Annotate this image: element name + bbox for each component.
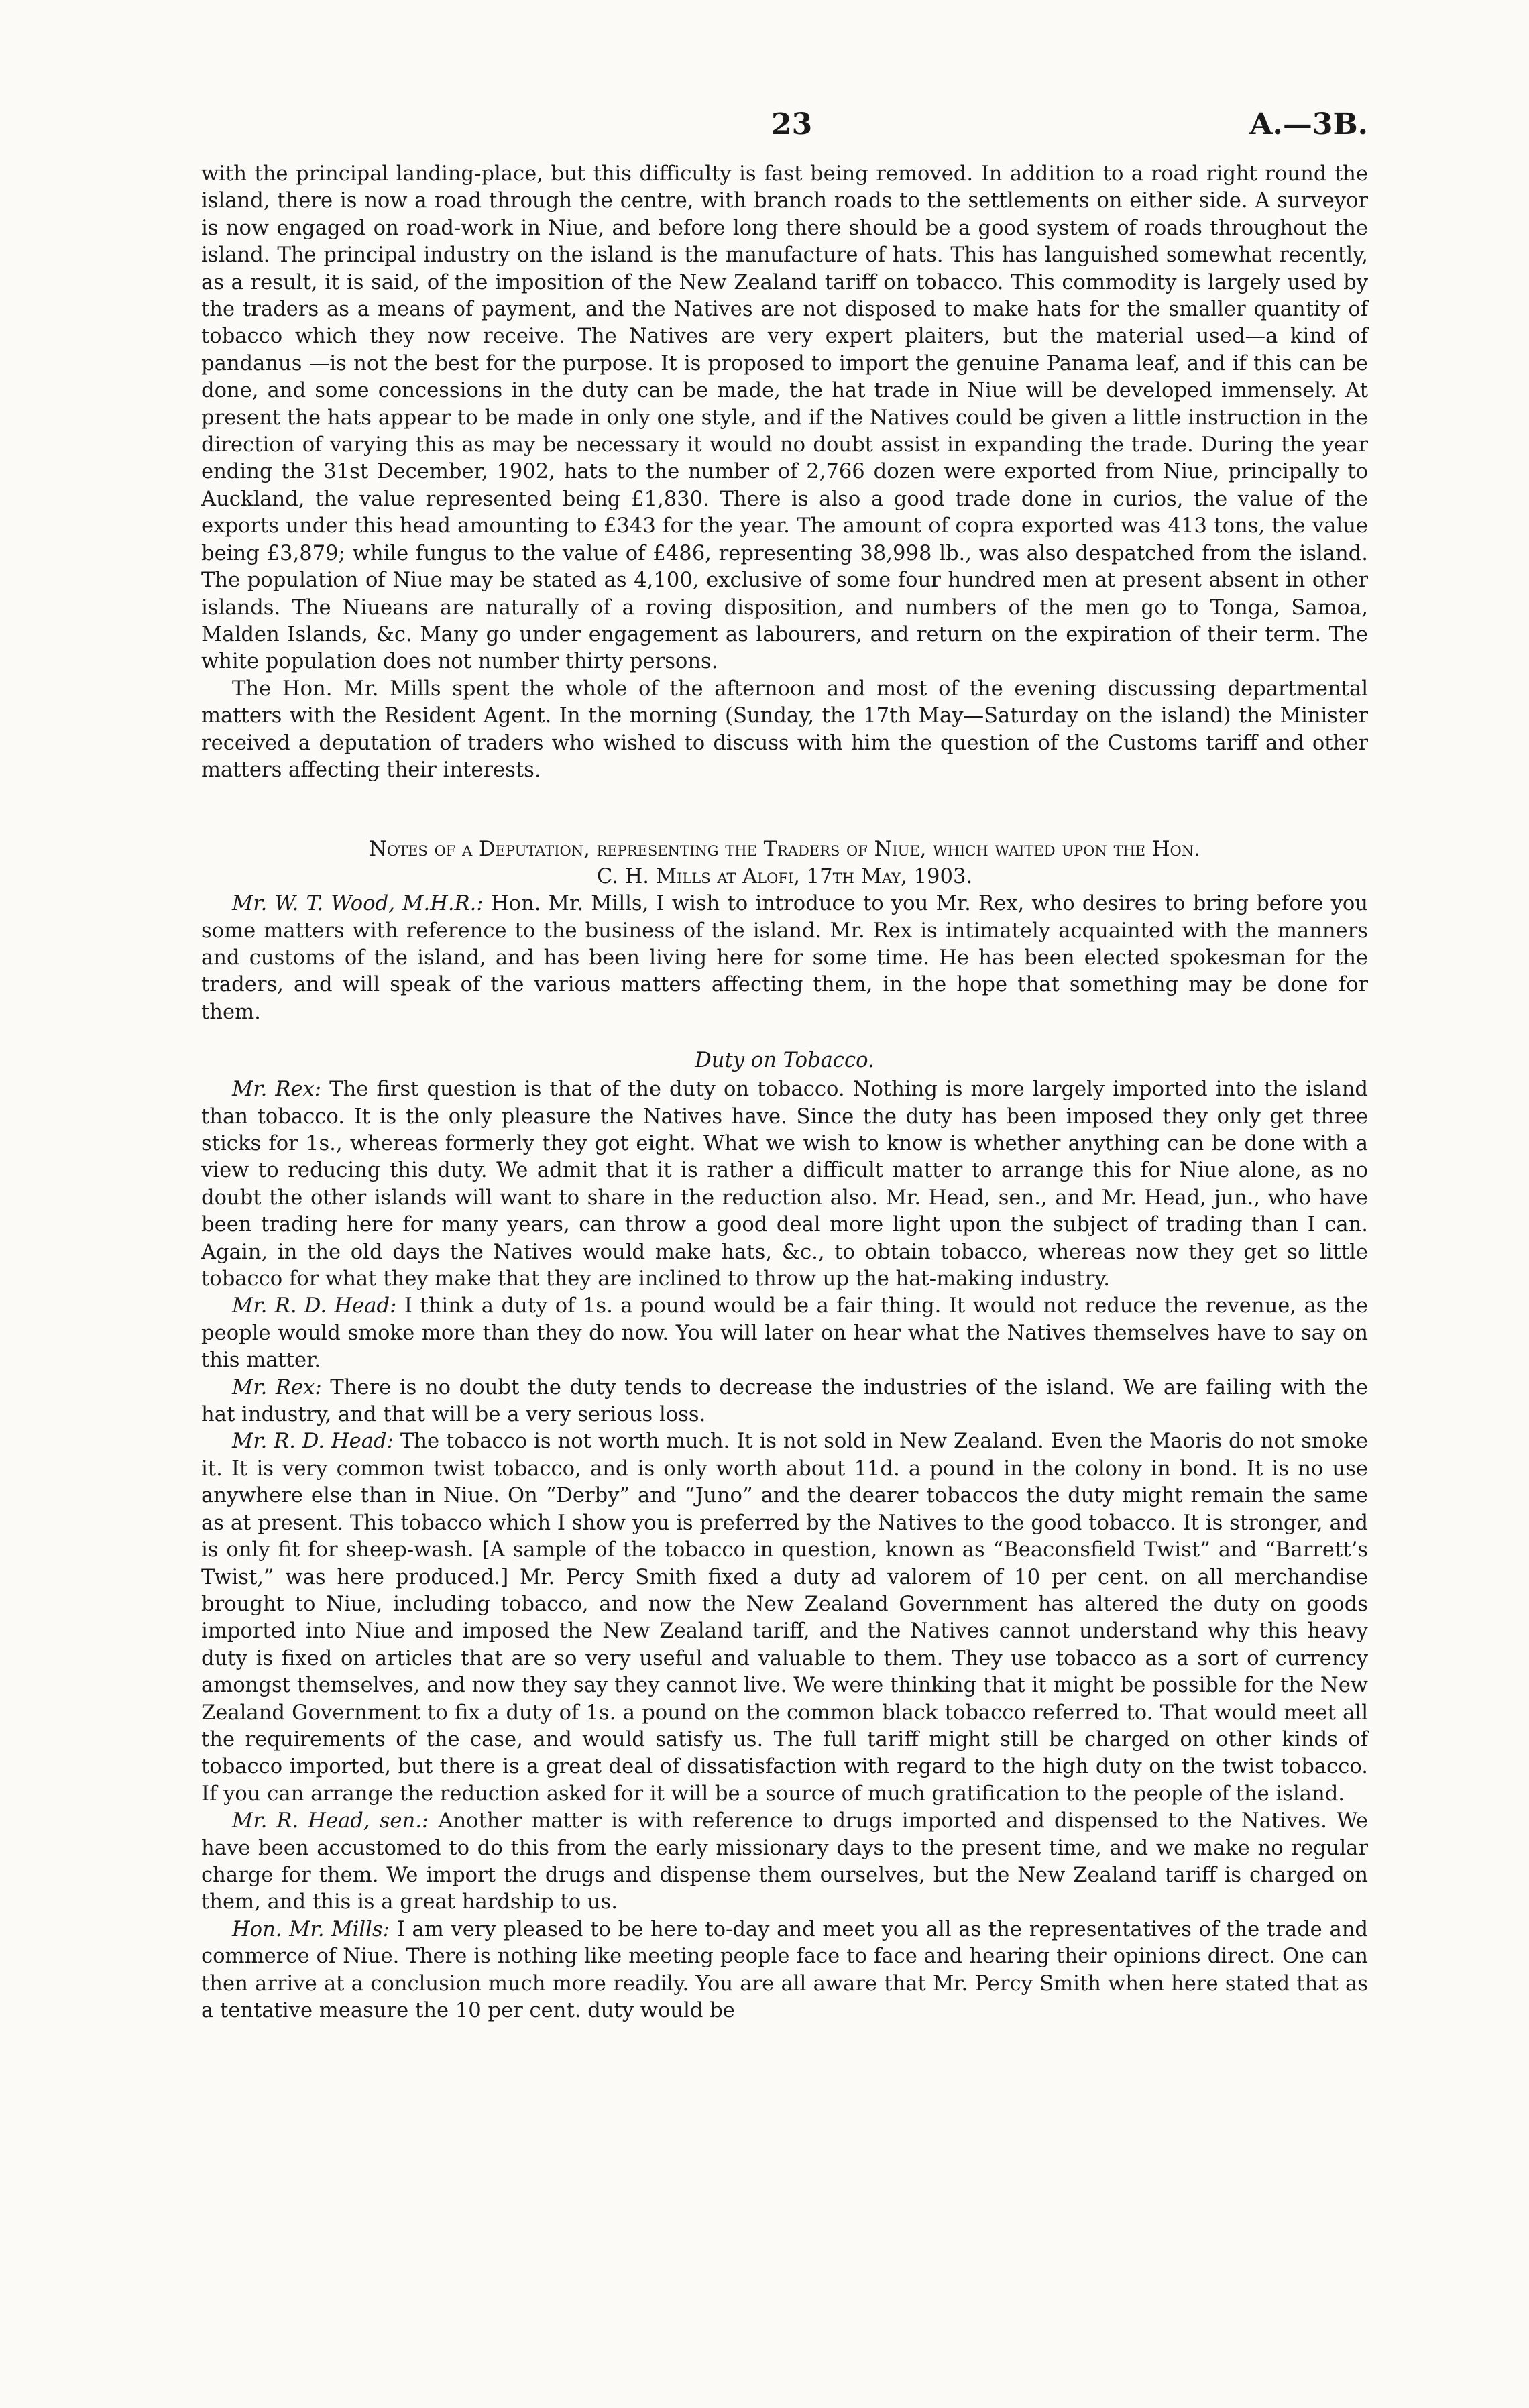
speech-paragraph	[201, 891, 1368, 1026]
speech-text: I think a duty of 1s. a pound would be a fair thing. It would not reduce the revenue, as the people would smoke more than they do now. You will later on hear what the Natives themselves have to say on this matter.	[201, 1294, 1368, 1373]
subsection-heading: Duty on Tobacco.	[695, 1049, 874, 1073]
page-number: 23	[771, 107, 813, 141]
section-heading	[201, 836, 1368, 891]
speech-paragraph	[201, 1076, 1368, 1293]
speech-text: The tobacco is not worth much. It is not sold in New Zealand. Even the Maoris do not smoke it. It is very common twist tobacco, and is only worth about 11d. a pound in the colony in bond. It is no use anywhere else than in Niue. On “Derby” and “Juno” and the dearer tobaccos the duty might remain the same as at present. This tobacco which I show you is preferred by the Natives to the good tobacco. It is stronger, and is only fit for sheep-wash. [A sample of the tobacco in question, known as “Beaconsfield Twist” and “Barrett’s Twist,” was here produced.] Mr. Percy Smith fixed a duty ad valorem of 10 per cent. on all merchandise brought to Niue, including tobacco, and now the New Zealand Government has altered the duty on goods imported into Niue and imposed the New Zealand tariff, and the Natives cannot understand why this heavy duty is fixed on articles that are so very useful and valuable to them. They use tobacco as a sort of currency amongst themselves, and now they say they cannot live. We were thinking that it might be possible for the New Zealand Government to fix a duty of 1s. a pound on the common black tobacco referred to. That would meet all the requirements of the case, and would satisfy us. The full tariff might still be charged on other kinds of tobacco imported, but there is a great deal of dissatisfaction with regard to the high duty on the twist tobacco. If you can arrange the reduction asked for it will be a source of much gratification to the people of the island.	[201, 1430, 1368, 1806]
document-page	[201, 107, 1368, 2024]
speech-text: Another matter is with reference to drugs imported and dispensed to the Natives. We have been accustomed to do this from the early missionary days to the present time, and we make no regular charge for them. We import the drugs and dispense them ourselves, but the New Zealand tariff is charged on them, and this is a great hardship to us.	[201, 1809, 1368, 1914]
speaker-name: Mr. Rex:	[232, 1078, 322, 1102]
section-heading-line: C. H. Mills at Alofi, 17th May, 1903.	[596, 864, 973, 888]
speech-paragraph	[201, 1428, 1368, 1808]
speaker-name: Mr. Rex:	[232, 1375, 322, 1399]
speech-text: Hon. Mr. Mills, I wish to introduce to you Mr. Rex, who desires to bring before you some matters with reference to the business of the island. Mr. Rex is intimately acquainted with the manners and customs of the island, and has been living here for some time. He has been elected spokesman for the traders, and will speak of the various matters affecting them, in the hope that something may be done for them.	[201, 892, 1368, 1024]
speech-paragraph	[201, 1916, 1368, 2025]
speaker-name: Mr. R. D. Head:	[232, 1294, 397, 1318]
body-paragraph: The Hon. Mr. Mills spent the whole of the afternoon and most of the evening discussing departmental matters with the Resident Agent. In the morning (Sunday, the 17th May—Saturday on the island) the Minister received a deputation of traders who wished to discuss with him the question of the Customs tariff and other matters affecting their interests.	[201, 677, 1368, 782]
page-header	[201, 107, 1368, 161]
body-paragraph: with the principal landing-place, but this difficulty is fast being removed. In addition to a road right round the island, there is now a road through the centre, with branch roads to the settlements on either side. A surveyor is now engaged on road-work in Niue, and before long there should be a good system of roads throughout the island. The principal industry on the island is the manufacture of hats. This has languished somewhat recently, as a result, it is said, of the imposition of the New Zealand tariff on tobacco. This commodity is largely used by the traders as a means of payment, and the Natives are not disposed to make hats for the smaller quantity of tobacco which they now receive. The Natives are very expert plaiters, but the material used—a kind of pandanus —is not the best for the purpose. It is proposed to import the genuine Panama leaf, and if this can be done, and some concessions in the duty can be made, the hat trade in Niue will be developed immensely. At present the hats appear to be made in only one style, and if the Natives could be given a little instruction in the direction of varying this as may be necessary it would no doubt assist in expanding the trade. During the year ending the 31st December, 1902, hats to the number of 2,766 dozen were exported from Niue, principally to Auckland, the value represented being £1,830. There is also a good trade done in curios, the value of the exports under this head amounting to £343 for the year. The amount of copra exported was 413 tons, the value being £3,879; while fungus to the value of £486, representing 38,998 lb., was also despatched from the island. The population of Niue may be stated as 4,100, exclusive of some four hundred men at present absent in other islands. The Niueans are naturally of a roving disposition, and numbers of the men go to Tonga, Samoa, Malden Islands, &c. Many go under engagement as labourers, and return on the expiration of their term. The white population does not number thirty persons.	[201, 162, 1368, 674]
speaker-name: Hon. Mr. Mills:	[232, 1917, 390, 1941]
section-heading-line: Notes of a Deputation, representing the Traders of Niue, which waited upon the Hon.	[369, 838, 1200, 862]
speaker-name: Mr. W. T. Wood, M.H.R.:	[232, 892, 484, 916]
speech-paragraph	[201, 1375, 1368, 1429]
speaker-name: Mr. R. D. Head:	[232, 1430, 394, 1454]
speech-text: The first question is that of the duty on tobacco. Nothing is more largely imported into the island than tobacco. It is the only pleasure the Natives have. Since the duty has been imposed they only get three sticks for 1s., whereas formerly they got eight. What we wish to know is whether anything can be done with a view to reducing this duty. We admit that it is rather a difficult matter to arrange this for Niue alone, as no doubt the other islands will want to share in the reduction also. Mr. Head, sen., and Mr. Head, jun., who have been trading here for many years, can throw a good deal more light upon the subject of trading than I can. Again, in the old days the Natives would make hats, &c., to obtain tobacco, whereas now they get so little tobacco for what they make that they are inclined to throw up the hat-making industry.	[201, 1078, 1368, 1292]
speech-text: I am very pleased to be here to-day and meet you all as the representatives of the trade and commerce of Niue. There is nothing like meeting people face to face and hearing their opinions direct. One can then arrive at a conclusion much more readily. You are all aware that Mr. Percy Smith when here stated that as a tentative measure the 10 per cent. duty would be	[201, 1917, 1368, 2022]
speech-paragraph	[201, 1808, 1368, 1916]
speech-paragraph	[201, 1293, 1368, 1374]
speech-text: There is no doubt the duty tends to decrease the industries of the island. We are failing with the hat industry, and that will be a very serious loss.	[201, 1375, 1368, 1427]
speaker-name: Mr. R. Head, sen.:	[232, 1809, 429, 1833]
document-reference: A.—3B.	[1249, 107, 1368, 141]
